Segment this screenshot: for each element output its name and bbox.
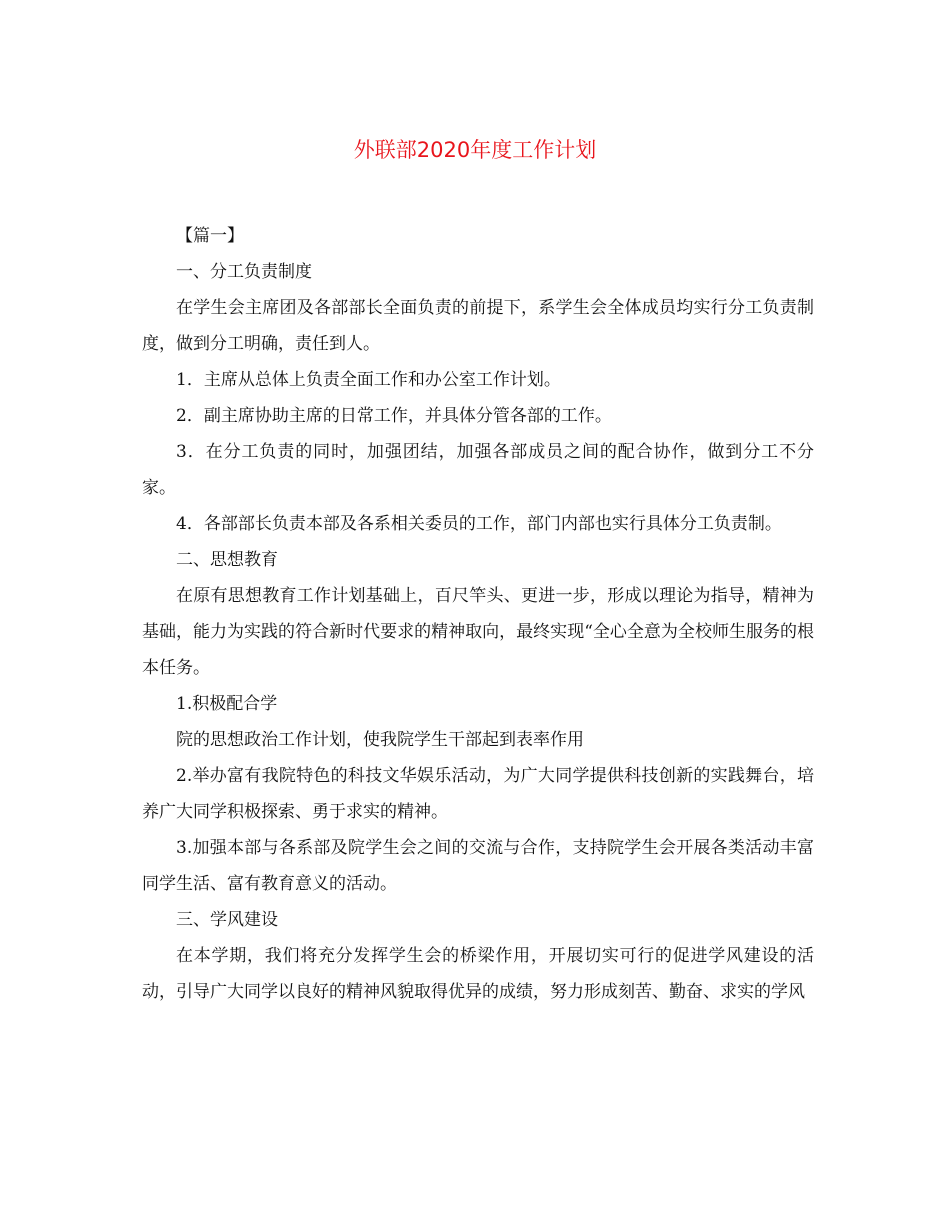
list-item: 3.加强本部与各系部及院学生会之间的交流与合作，支持院学生会开展各类活动丰富同学生活、富有教育意义的活动。: [142, 838, 814, 894]
list-item: 1.积极配合学: [176, 694, 278, 714]
section-heading: 三、学风建设: [176, 910, 278, 930]
section-marker: 【篇一】: [176, 226, 244, 246]
list-item: 1．主席从总体上负责全面工作和办公室工作计划。: [176, 370, 561, 390]
section-heading: 二、思想教育: [176, 550, 278, 570]
list-item: 2．副主席协助主席的日常工作，并具体分管各部的工作。: [176, 406, 612, 426]
list-item: 4．各部部长负责本部及各系相关委员的工作，部门内部也实行具体分工负责制。: [176, 514, 782, 534]
document-title: 外联部2020年度工作计划: [353, 138, 597, 162]
paragraph: 在原有思想教育工作计划基础上，百尺竿头、更进一步，形成以理论为指导，精神为基础，能力为实践的符合新时代要求的精神取向，最终实现“全心全意为全校师生服务的根本任务。: [142, 586, 814, 678]
list-item: 3．在分工负责的同时，加强团结，加强各部成员之间的配合协作，做到分工不分家。: [142, 442, 814, 498]
paragraph: 院的思想政治工作计划，使我院学生干部起到表率作用: [176, 730, 584, 750]
paragraph: 在学生会主席团及各部部长全面负责的前提下，系学生会全体成员均实行分工负责制度，做到分工明确，责任到人。: [142, 298, 814, 354]
paragraph: 在本学期，我们将充分发挥学生会的桥梁作用，开展切实可行的促进学风建设的活动，引导广大同学以良好的精神风貌取得优异的成绩，努力形成刻苦、勤奋、求实的学风: [142, 946, 814, 1002]
document-body: [142, 218, 814, 1010]
list-item: 2.举办富有我院特色的科技文华娱乐活动，为广大同学提供科技创新的实践舞台，培养广大同学积极探索、勇于求实的精神。: [142, 766, 814, 822]
section-heading: 一、分工负责制度: [176, 262, 312, 282]
